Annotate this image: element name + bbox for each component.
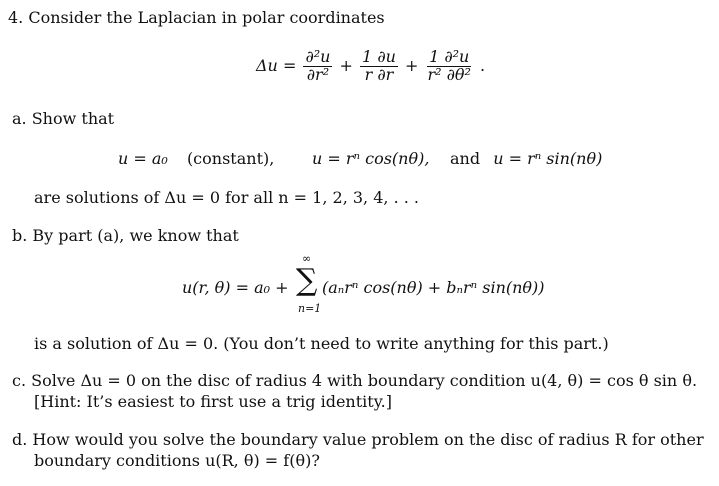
part-c-label: c. (12, 371, 27, 390)
part-b-header (12, 226, 239, 246)
laplacian-lhs: Δu = (256, 56, 297, 75)
solution-2: u = rⁿ cos(nθ), (312, 149, 430, 168)
part-d-label: d. (12, 430, 28, 449)
term-1-den: ∂r² (306, 65, 330, 84)
series-lhs: u(r, θ) = a₀ + (182, 278, 289, 297)
plus-1: + (339, 56, 353, 75)
part-b-label: b. (12, 226, 28, 245)
solution-3: u = rⁿ sin(nθ) (493, 149, 603, 168)
term-2-den: r ∂r (364, 65, 394, 84)
term-1 (303, 49, 332, 84)
plus-2: + (404, 56, 419, 75)
formula-end: . (480, 56, 486, 75)
part-c-header (12, 371, 697, 391)
problem-header (8, 8, 385, 28)
part-a-solution-1 (118, 149, 274, 169)
term-1-num: ∂²u (305, 47, 331, 67)
part-a-tail: are solutions of Δu = 0 for all n = 1, 2, 3, 4, . . . (34, 188, 419, 207)
part-c-hint: [Hint: It’s easiest to first use a trig identity.] (34, 392, 392, 411)
laplacian-formula (256, 44, 485, 88)
problem-intro: Consider the Laplacian in polar coordinates (28, 8, 385, 27)
part-a-solution-3 (450, 149, 602, 169)
part-a-text: Show that (31, 109, 115, 128)
term-2 (360, 49, 398, 84)
part-d-header (12, 430, 704, 450)
sum-lower-limit: n=1 (298, 302, 322, 315)
term-3-num: 1 ∂²u (429, 47, 470, 67)
part-b-text: By part (a), we know that (32, 226, 239, 245)
part-c-text: Solve Δu = 0 on the disc of radius 4 with boundary condition u(4, θ) = cos θ sin θ. (31, 371, 698, 390)
term-3-den: r² ∂θ² (427, 65, 471, 84)
problem-number: 4. (8, 8, 24, 27)
solution-1-note: (constant), (186, 149, 275, 168)
part-a-header (12, 109, 114, 129)
term-3 (425, 49, 472, 84)
part-d-text-2: boundary conditions u(R, θ) = f(θ)? (34, 451, 320, 470)
sum-symbol: ∑ (296, 263, 318, 298)
part-d-text-1: How would you solve the boundary value problem on the disc of radius R for other (32, 430, 704, 449)
term-2-num: 1 ∂u (362, 47, 396, 67)
solution-1: u = a₀ (118, 149, 168, 168)
part-b-tail: is a solution of Δu = 0. (You don’t need to write anything for this part.) (34, 334, 609, 353)
series-body: (aₙrⁿ cos(nθ) + bₙrⁿ sin(nθ)) (322, 278, 545, 297)
part-a-solution-2 (312, 149, 429, 169)
part-a-label: a. (12, 109, 27, 128)
sum-upper-limit: ∞ (302, 252, 312, 265)
and-word: and (450, 149, 481, 168)
